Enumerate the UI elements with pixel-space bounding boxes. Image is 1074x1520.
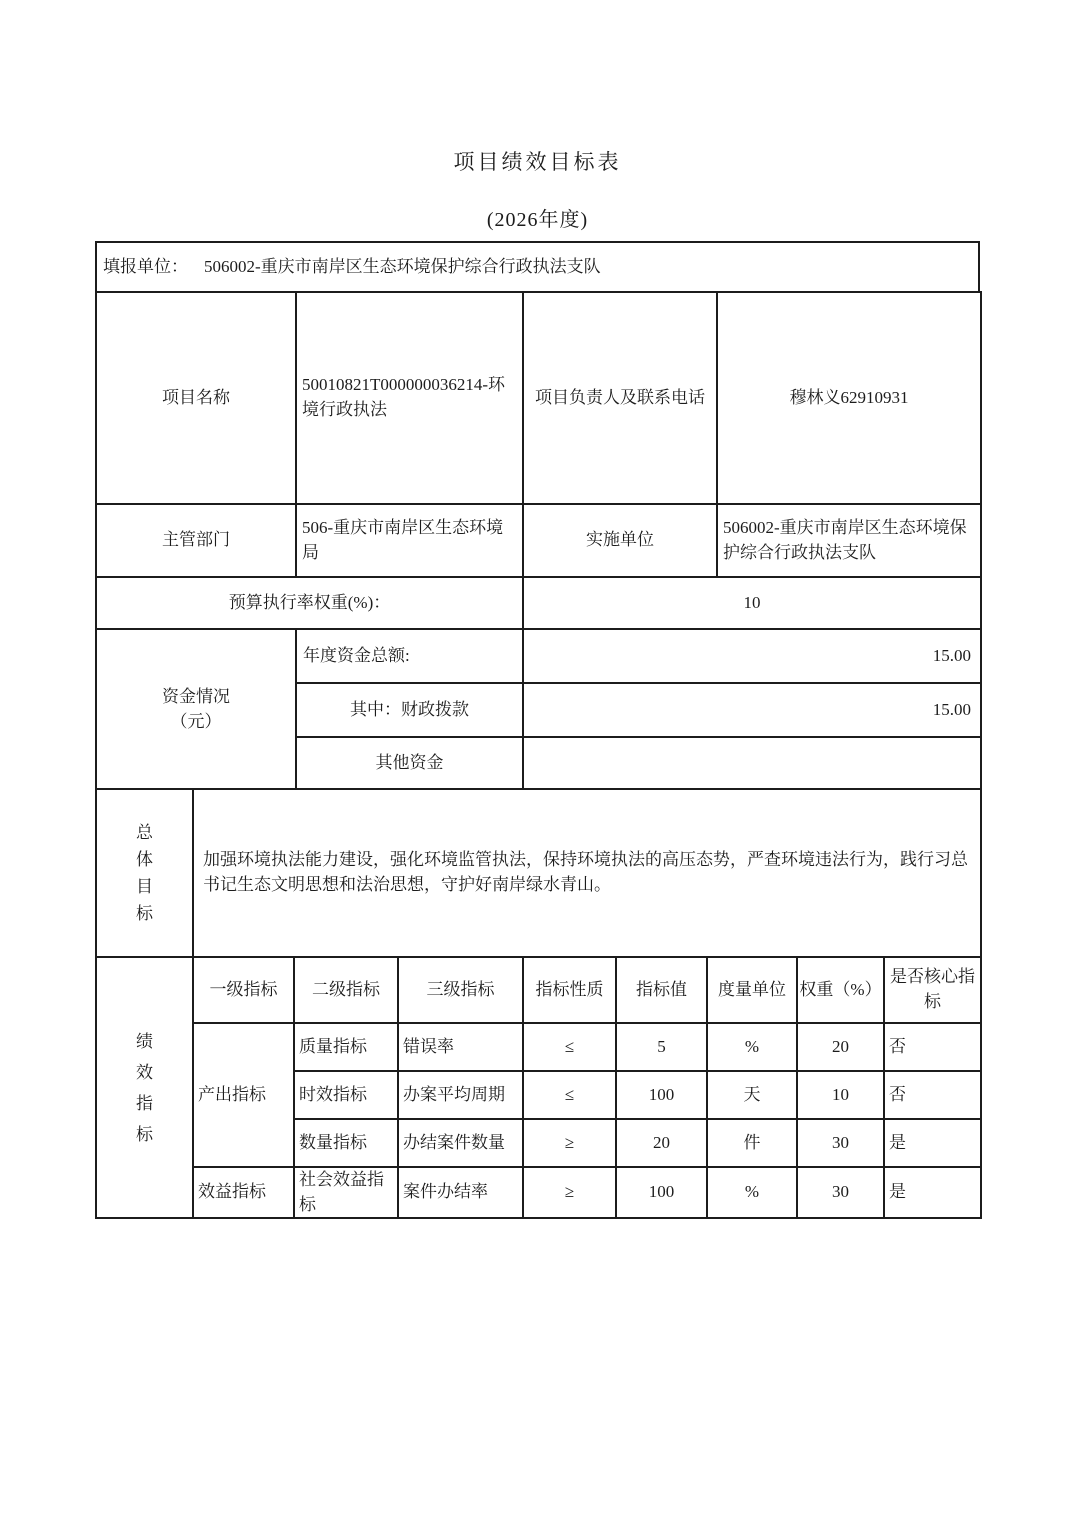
reporting-unit-cell: [96, 242, 979, 292]
indicators-group-label-cell: [96, 957, 193, 1218]
overall-goal-label-cell: [96, 789, 193, 957]
header-weight: 权重（%）: [797, 957, 884, 1023]
project-name-row: [96, 292, 981, 504]
header-value: 指标值: [616, 957, 707, 1023]
project-name-value: 50010821T000000036214-环境行政执法: [296, 292, 523, 504]
indicator-level3: 错误率: [398, 1023, 523, 1071]
indicator-row: [96, 1167, 981, 1218]
budget-rate-label: 预算执行率权重(%)：: [96, 577, 523, 629]
funding-other-label: 其他资金: [296, 737, 523, 789]
indicator-level2: 时效指标: [294, 1071, 398, 1119]
indicator-weight: 30: [797, 1119, 884, 1167]
indicator-value: 5: [616, 1023, 707, 1071]
overall-goal-label: 总体目标: [136, 823, 153, 923]
department-label: 主管部门: [96, 504, 296, 577]
indicator-value: 100: [616, 1071, 707, 1119]
title-block: [95, 0, 980, 232]
funding-group-label-line2: （元）: [170, 712, 222, 731]
funding-row-total: [96, 629, 981, 683]
implementing-unit-value: 506002-重庆市南岸区生态环境保护综合行政执法支队: [717, 504, 981, 577]
indicator-nature: ≥: [523, 1167, 616, 1218]
reporting-unit-table: [95, 241, 980, 293]
indicators-group-label: 绩效指标: [136, 1031, 153, 1144]
department-row: [96, 504, 981, 577]
overall-goal-table: [95, 788, 982, 958]
indicator-level2: 数量指标: [294, 1119, 398, 1167]
page-subtitle: (2026年度): [486, 209, 589, 231]
indicator-level1-output: 产出指标: [193, 1023, 294, 1167]
page-title: 项目绩效目标表: [453, 150, 622, 174]
project-name-label: 项目名称: [96, 292, 296, 504]
funding-group-label-line1: 资金情况: [162, 686, 230, 706]
indicator-unit: %: [707, 1167, 797, 1218]
indicator-level3: 办案平均周期: [398, 1071, 523, 1119]
indicator-weight: 30: [797, 1167, 884, 1218]
indicator-core-flag: 是: [884, 1119, 981, 1167]
indicator-level2: 社会效益指标: [294, 1167, 398, 1218]
indicator-level3: 办结案件数量: [398, 1119, 523, 1167]
indicator-row: [96, 1023, 981, 1071]
indicators-table: [95, 956, 982, 1219]
indicator-level2: 质量指标: [294, 1023, 398, 1071]
header-level1: 一级指标: [193, 957, 294, 1023]
indicator-value: 20: [616, 1119, 707, 1167]
header-core: 是否核心指标: [884, 957, 981, 1023]
funding-total-value: 15.00: [523, 629, 981, 683]
reporting-unit-label: 填报单位：: [103, 256, 188, 276]
funding-total-label: 年度资金总额:: [296, 629, 523, 683]
budget-funding-table: [95, 576, 982, 790]
budget-rate-value: 10: [523, 577, 981, 629]
header-nature: 指标性质: [523, 957, 616, 1023]
project-leader-value: 穆林义62910931: [717, 292, 981, 504]
header-level2: 二级指标: [294, 957, 398, 1023]
indicator-unit: %: [707, 1023, 797, 1071]
indicator-weight: 20: [797, 1023, 884, 1071]
indicator-nature: ≤: [523, 1071, 616, 1119]
budget-rate-row: [96, 577, 981, 629]
overall-goal-text: 加强环境执法能力建设，强化环境监管执法，保持环境执法的高压态势，严查环境违法行为，践行习总书记生态文明思想和法治思想，守护好南岸绿水青山。: [193, 789, 981, 957]
indicator-weight: 10: [797, 1071, 884, 1119]
overall-goal-row: [96, 789, 981, 957]
implementing-unit-label: 实施单位: [523, 504, 717, 577]
indicator-unit: 天: [707, 1071, 797, 1119]
header-unit: 度量单位: [707, 957, 797, 1023]
funding-other-value: [523, 737, 981, 789]
funding-fiscal-value: 15.00: [523, 683, 981, 737]
indicator-value: 100: [616, 1167, 707, 1218]
reporting-unit-row: [96, 242, 979, 292]
indicator-unit: 件: [707, 1119, 797, 1167]
indicator-core-flag: 是: [884, 1167, 981, 1218]
indicator-core-flag: 否: [884, 1071, 981, 1119]
indicator-level1-benefit: 效益指标: [193, 1167, 294, 1218]
funding-fiscal-label: 其中：财政拨款: [296, 683, 523, 737]
reporting-unit-value: 506002-重庆市南岸区生态环境保护综合行政执法支队: [204, 256, 601, 276]
header-level3: 三级指标: [398, 957, 523, 1023]
indicator-nature: ≥: [523, 1119, 616, 1167]
project-info-table: [95, 291, 982, 578]
indicator-core-flag: 否: [884, 1023, 981, 1071]
indicator-nature: ≤: [523, 1023, 616, 1071]
department-value: 506-重庆市南岸区生态环境局: [296, 504, 523, 577]
indicators-header-row: [96, 957, 981, 1023]
funding-group-label: [96, 629, 296, 789]
indicator-level3: 案件办结率: [398, 1167, 523, 1218]
project-leader-label: 项目负责人及联系电话: [523, 292, 717, 504]
